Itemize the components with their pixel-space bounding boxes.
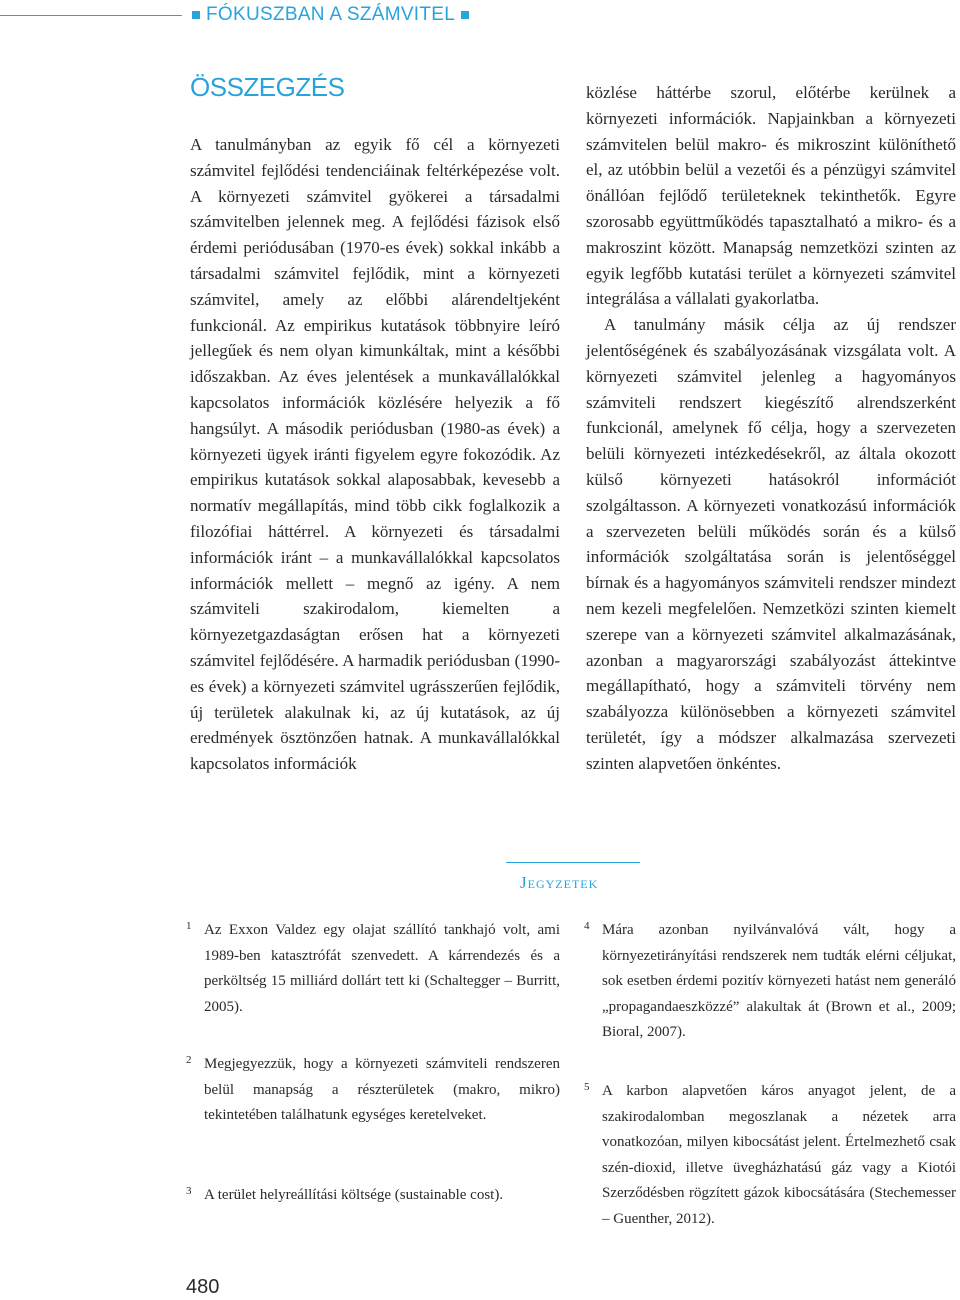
footnote-1 (186, 918, 560, 1020)
paragraph: A tanulmányban az egyik fő cél a környezeti számvitel fejlődési tendenciáinak feltérképezése volt. A környezeti számvitel gyökerei a társadalmi számvitelben jelennek meg. A fejlődési fázisok első érdemi periódusában (1970-es évek) sokkal inkább a társadalmi számvitel fejlődik, mint a környezeti számvitel, amely az előbbi alárendeltjeként funkcionál. Az empirikus kutatások többnyire leíró jellegűek és nem olyan kimunkáltak, mint a későbbi időszakban. Az éves jelentések a munkavállalókkal kapcsolatos információk közlésére helyezik a fő hangsúlyt. A második periódusban (1980-as évek) a környezeti ügyek iránti figyelem egyre fokozódik. Az empirikus kutatások sokkal alaposabbak, kevesebb a normatív megállapítás, mind több cikk foglalkozik a filozófiai háttérrel. A környezeti és társadalmi információk iránt – a munkavállalókkal kapcsolatos információk mellett – megnő az igény. A nem számviteli szakirodalom, kiemelten a környezetgazdaságtan erősen hat a környezeti számvitel fejlődésére. A harmadik periódusban (1990-es évek) a környezeti számvitel ugrásszerűen fejlődik, új területek alakulnak ki, az új kutatások, az új eredmények ösztönzően hatnak. A munkavállalókkal kapcsolatos információk (190, 135, 560, 774)
paragraph: A tanulmány másik célja az új rendszer jelentőségének és szabályozásának vizsgálata volt. A környezeti számvitel jelenleg a hagyományos számviteli rendszert kiegészítő alrendszerként funkcionál, amelynek fő célja, hogy a szervezeten belüli környezeti intézkedésekről, az általa okozott külső környezeti hatásokról információt szolgáltasson. A környezeti vonatkozású információk a szervezeten belüli működés során és a külső információk szolgáltatása során is jelentőséggel bírnak és a hagyományos számviteli rendszer mindezt nem kezeli megfelelően. Nemzetközi szinten kiemelt szerepe van a környezeti számvitel alkalmazásának, azonban a magyarországi szabályozást áttekintve megállapítható, hogy a számviteli törvény nem szabályozza különösebben a környezeti számvitel területét, így a módszer alkalmazása szervezeti szinten alapvetően önkéntes. (586, 315, 956, 773)
footnote-text: A terület helyreállítási költsége (sustainable cost). (204, 1187, 504, 1203)
footnote-text: Az Exxon Valdez egy olajat szállító tankhajó volt, ami 1989-ben katasztrófát szenvedett. A kárrendezés és a perköltség 15 milliárd dollárt tett ki (Schaltegger – Burritt, 2005). (204, 922, 560, 1015)
body-column-right (586, 80, 956, 777)
footnote-number: 5 (584, 1081, 590, 1093)
footnote-number: 2 (186, 1054, 192, 1066)
footnote-2 (186, 1052, 560, 1129)
footnote-3 (186, 1183, 560, 1209)
footnote-number: 4 (584, 920, 590, 932)
footnote-5 (584, 1079, 956, 1232)
body-column-left (190, 132, 560, 777)
running-header (186, 4, 475, 26)
footnote-number: 1 (186, 920, 192, 932)
section-title: ÖSSZEGZÉS (190, 72, 345, 102)
running-header-title: FÓKUSZBAN A SZÁMVITEL (206, 4, 456, 25)
footnote-text: A karbon alapvetően káros anyagot jelent, de a szakirodalomban megoszlanak a nézetek arra vonatkozóan, milyen kibocsátást jelent. Értelmezhető csak szén-dioxid, illetve üvegházhatású gáz vagy a Kiotói Szerződésben rögzített gázok kibocsátására (Stechemesser – Guenther, 2012). (602, 1083, 956, 1227)
square-bullet-icon (461, 11, 469, 19)
header-rule (0, 15, 182, 16)
footnote-4 (584, 918, 956, 1046)
square-bullet-icon (192, 11, 200, 19)
paragraph: közlése háttérbe szorul, előtérbe kerülnek a környezeti információk. Napjainkban a környezeti számvitelen belül makro- és mikroszint különíthető el, az utóbbin belül a vezetői és a pénzügyi számvitel önállóan fejlődő területeknek tekinthetők. Egyre szorosabb együttműködés tapasztalható a mikro- és a makroszint között. Manapság nemzetközi szinten az egyik legfőbb kutatási terület a környezeti számvitel integrálása a vállalati gyakorlatba. (586, 83, 956, 309)
notes-divider (506, 862, 640, 863)
footnote-text: Mára azonban nyilvánvalóvá vált, hogy a környezetirányítási rendszerek nem tudták elérni céljukat, sok esetben érdemi pozitív környezeti hatást nem generáló „propagandaeszközzé” alakultak át (Brown et al., 2009; Bioral, 2007). (602, 922, 956, 1040)
page-number: 480 (186, 1276, 220, 1298)
notes-heading: Jegyzetek (520, 873, 599, 892)
footnote-number: 3 (186, 1185, 192, 1197)
footnote-text: Megjegyezzük, hogy a környezeti számviteli rendszeren belül manapság a részterületek (makro, mikro) tekintetében találhatunk egységes keretelveket. (204, 1056, 560, 1123)
